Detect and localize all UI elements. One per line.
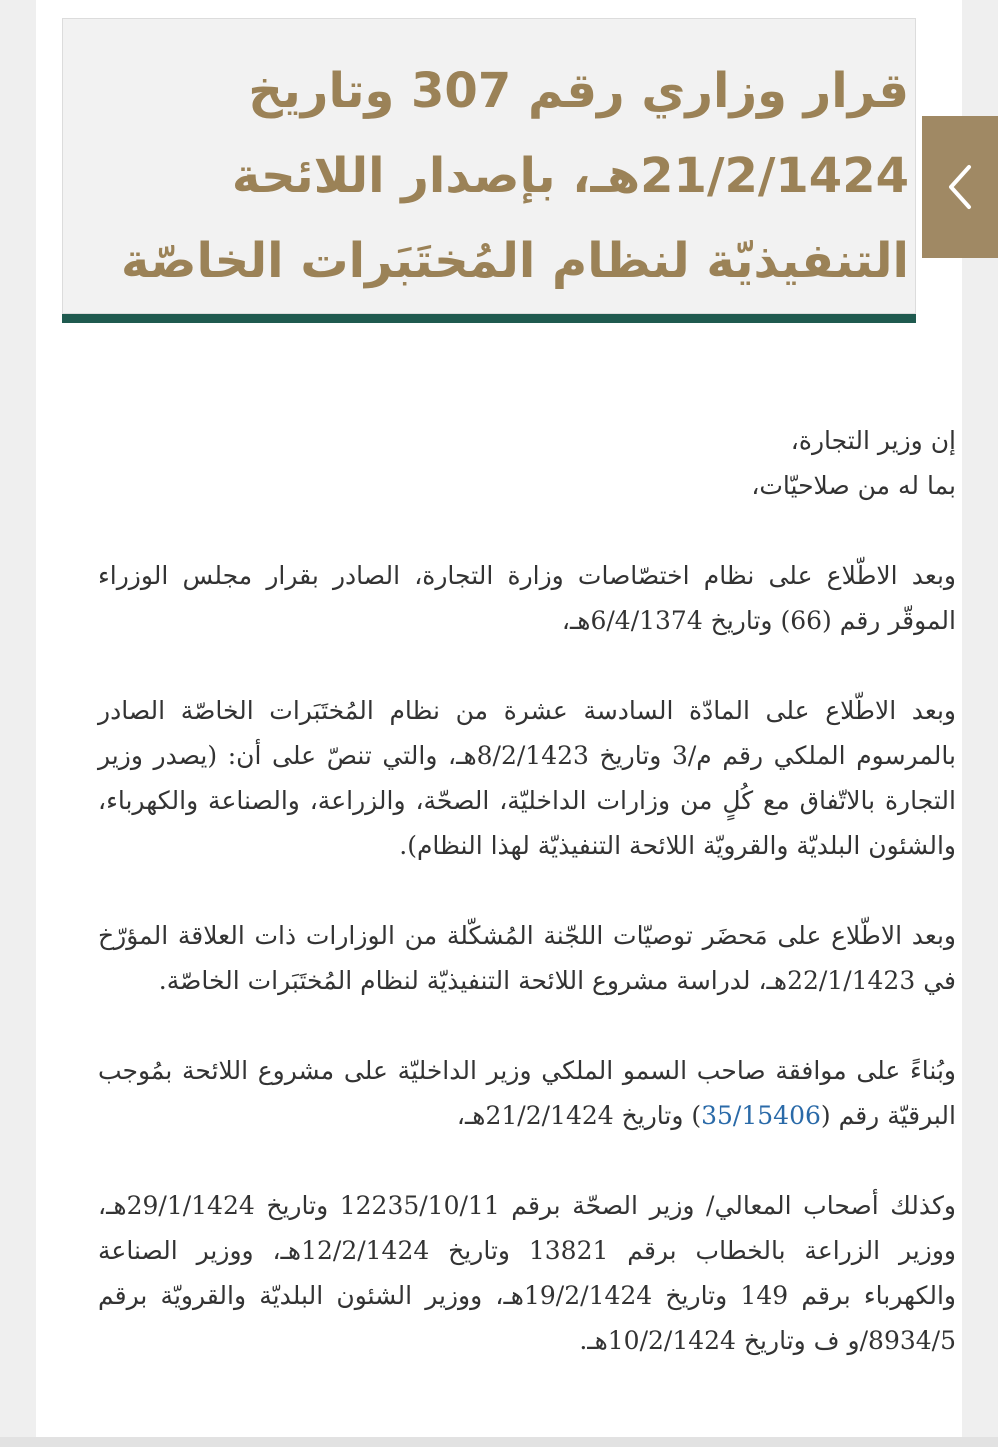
page-title: قرار وزاري رقم 307 وتاريخ 21/2/1424هـ، بإصدار اللائحة التنفيذيّة لنظام المُختَبَرات الخاصّة (121, 63, 909, 289)
paragraph-4-end: ) وتاريخ 21/2/1424هـ، (456, 1101, 702, 1130)
paragraph-4 (98, 1048, 956, 1138)
document-page (36, 0, 962, 1447)
paragraph-2: وبعد الاطّلاع على المادّة السادسة عشرة من نظام المُختَبَرات الخاصّة الصادر بالمرسوم الملكي رقم م/3 وتاريخ 8/2/1423هـ، والتي تنصّ على أن: (يصدر وزير التجارة بالاتّفاق مع كُلٍ من وزارات الداخليّة، الصحّة، والزراعة، والصناعة والكهرباء، والشئون البلديّة والقرويّة اللائحة التنفيذيّة لهذا النظام). (98, 696, 956, 860)
paragraph-5: وكذلك أصحاب المعالي/ وزير الصحّة برقم 12235/10/11 وتاريخ 29/1/1424هـ، ووزير الزراعة بالخطاب برقم 13821 وتاريخ 12/2/1424هـ، ووزير الصناعة والكهرباء برقم 149 وتاريخ 19/2/1424هـ، ووزير الشئون البلديّة والقرويّة برقم 8934/5/و ف وتاريخ 10/2/1424هـ. (98, 1191, 956, 1355)
document-body (98, 418, 956, 1363)
telegram-number-link[interactable]: 35/15406 (701, 1101, 821, 1130)
title-underline-bar (62, 314, 916, 323)
intro-paragraph (98, 418, 956, 508)
title-box (62, 18, 916, 314)
paragraph-4-start: وبُناءً على موافقة صاحب السمو الملكي وزير الداخليّة على مشروع اللائحة بمُوجب البرقيّة رقم ( (98, 1056, 956, 1130)
paragraph-1: وبعد الاطّلاع على نظام اختصّاصات وزارة التجارة، الصادر بقرار مجلس الوزراء الموقّر رقم (66) وتاريخ 6/4/1374هـ، (98, 561, 956, 635)
side-nav-tab[interactable] (922, 116, 998, 258)
chevron-left-icon (945, 163, 975, 211)
intro-line-1: إن وزير التجارة، (790, 426, 956, 455)
intro-line-2: بما له من صلاحيّات، (751, 471, 956, 500)
paragraph-3: وبعد الاطّلاع على مَحضَر توصيّات اللجّنة المُشكّلة من الوزارات ذات العلاقة المؤرّخ في 22/1/1423هـ، لدراسة مشروع اللائحة التنفيذيّة لنظام المُختَبَرات الخاصّة. (98, 921, 956, 995)
bottom-edge (0, 1437, 998, 1447)
